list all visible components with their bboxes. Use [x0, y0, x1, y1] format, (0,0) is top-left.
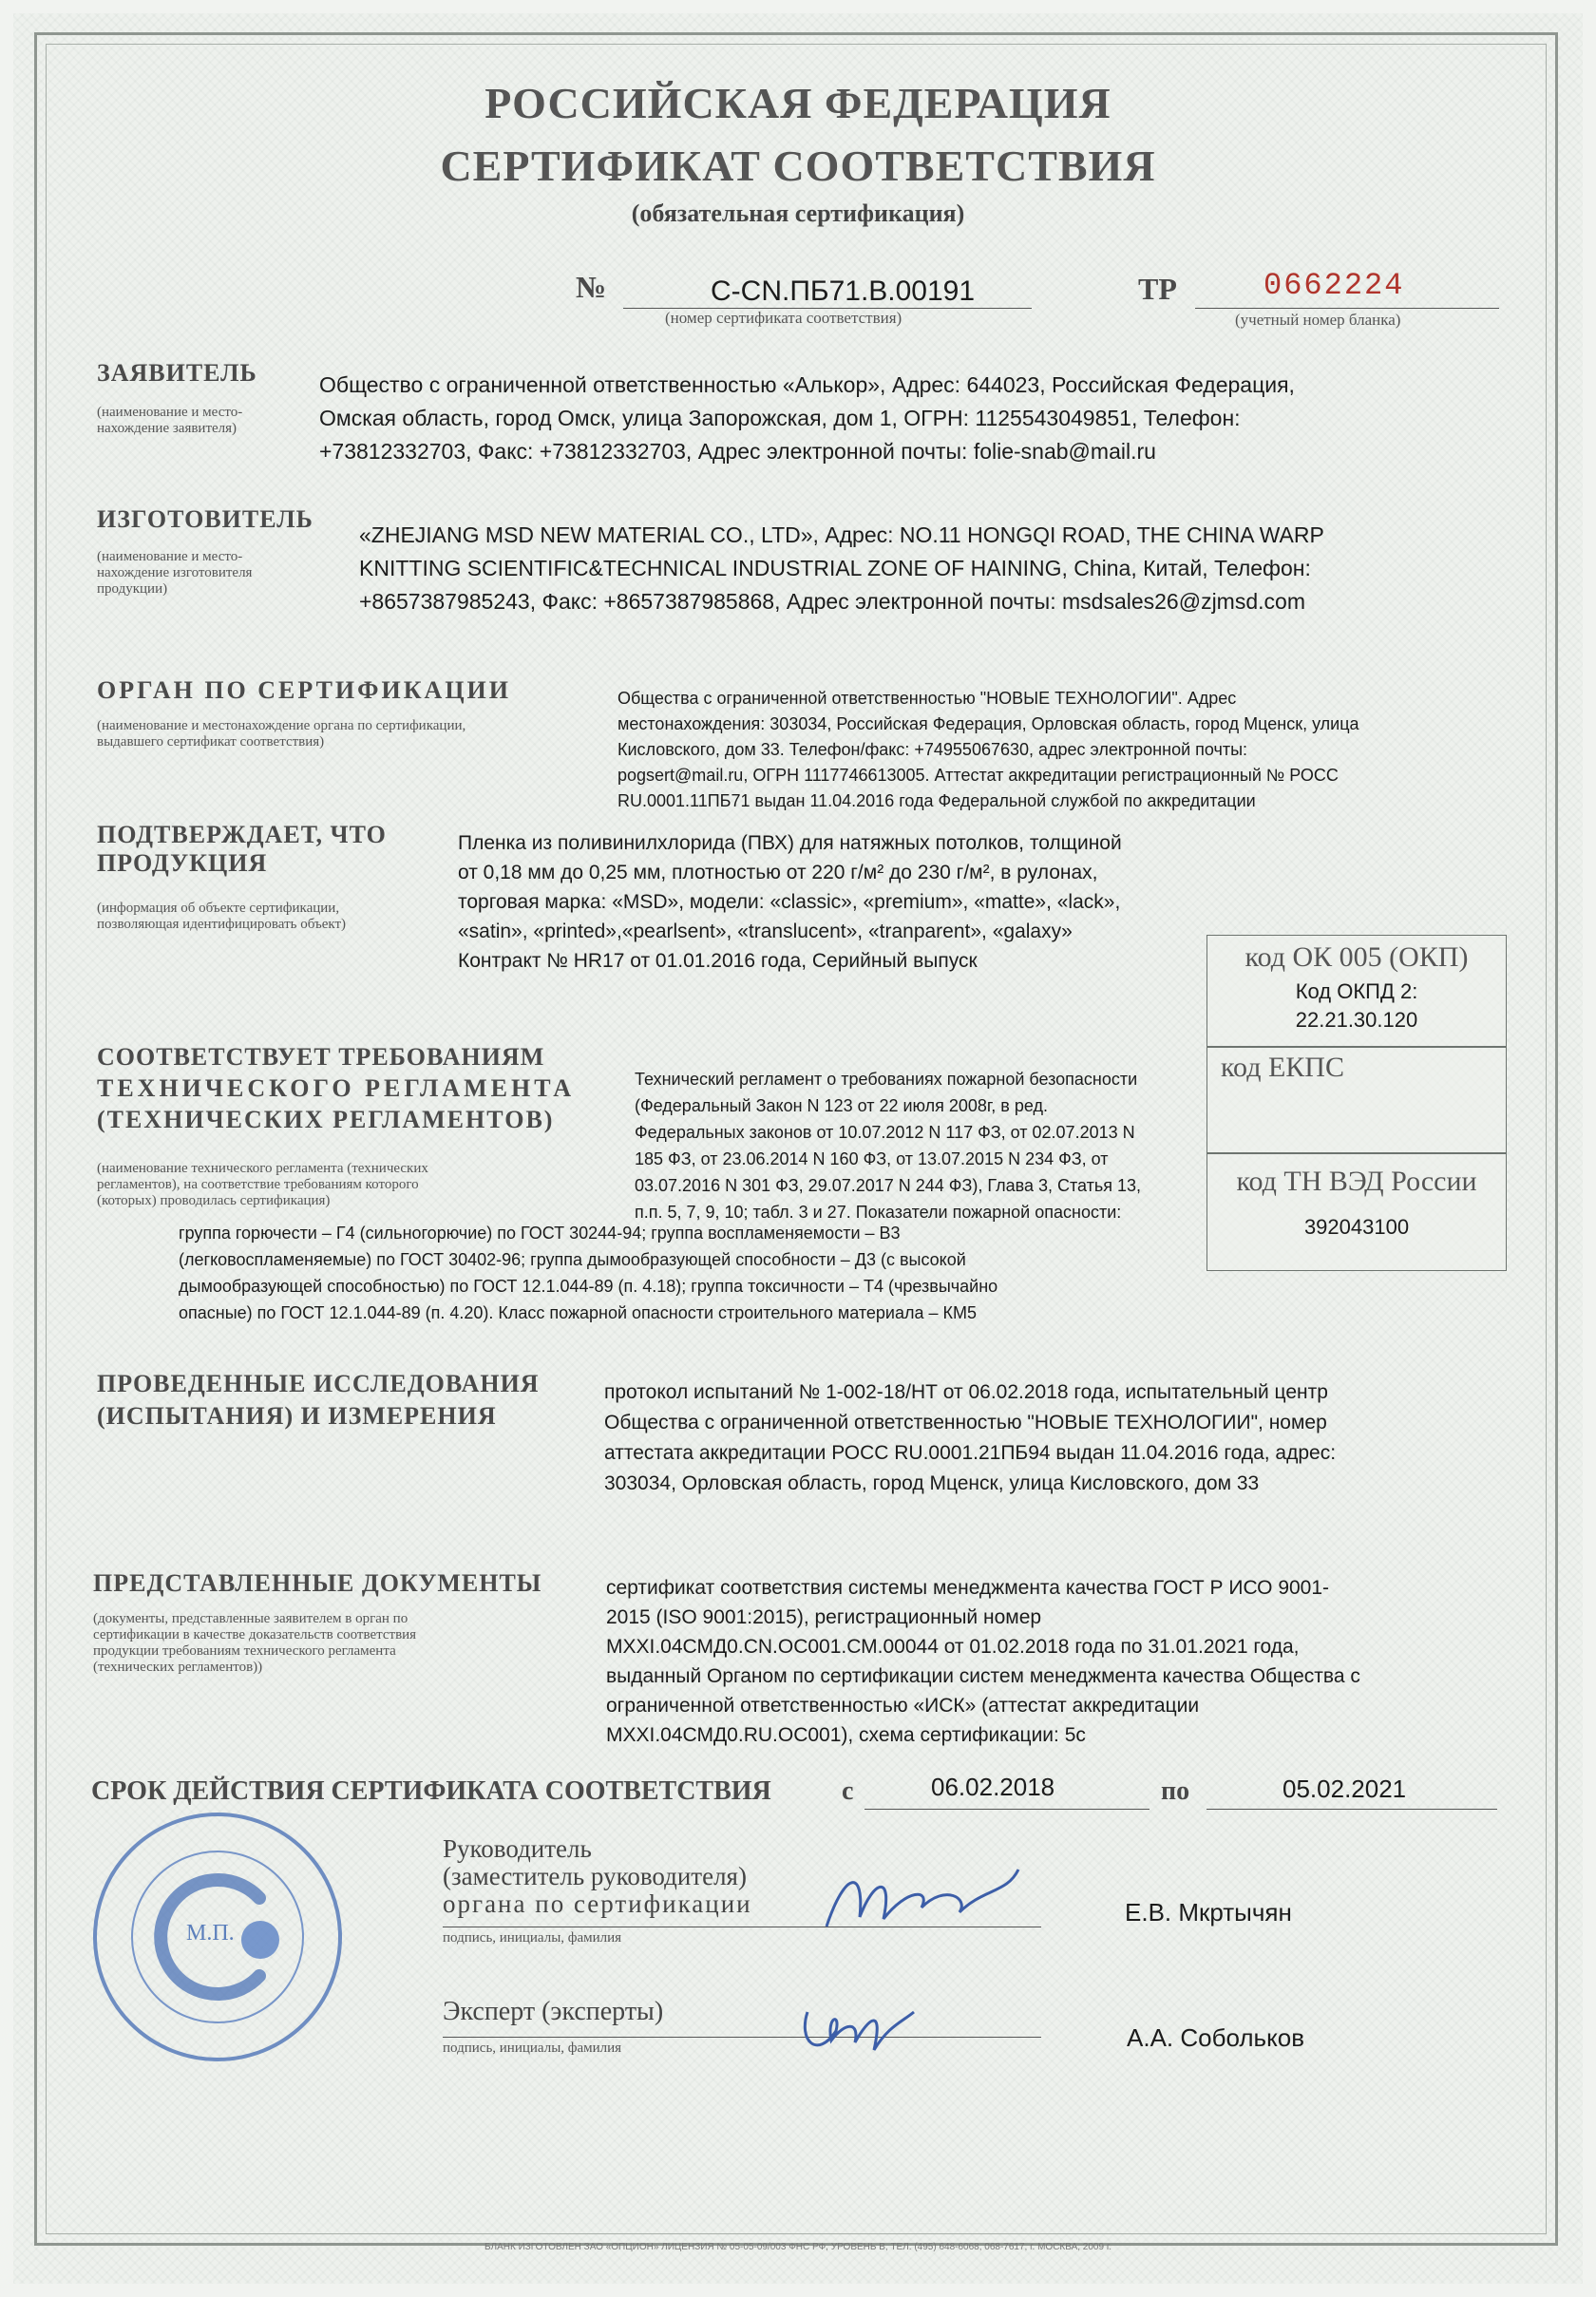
blank-number: 0662224: [1264, 268, 1405, 303]
documents-label: ПРЕДСТАВЛЕННЫЕ ДОКУМЕНТЫ: [93, 1569, 542, 1597]
stamp-mark: М.П.: [186, 1921, 235, 1946]
number-sign: №: [576, 270, 607, 304]
okp-code-box: [1206, 935, 1507, 1047]
regulations-text-full: группа горючести – Г4 (сильногорючие) по ГОСТ 30244-94; группа воспламеняемости – В3 (легковоспламеняемые) по ГОСТ 30402-96; группа дымообразующей способности – Д3 (с высокой дымообразующей способностью) по ГОСТ 12.1.044-89 (п. 4.18); группа токсичности – Т4 (чрезвычайно опасные) по ГОСТ 12.1.044-89 (п. 4.20). Класс пожарной опасности строительного материала – КМ5: [179, 1224, 998, 1322]
expert-signature-icon: [788, 1984, 922, 2067]
manufacturer-label: ИЗГОТОВИТЕЛЬ: [97, 505, 314, 533]
product-text: Пленка из поливинилхлорида (ПВХ) для натяжных потолков, толщиной от 0,18 мм до 0,25 мм, плотностью от 220 г/м² до 230 г/м², в рулонах, торговая марка: «MSD», модели: «classic», «premium», «matte», «lack», «satin», «printed»,«pearlsent», «translucent», «tranparent», «galaxy» Контракт № HR17 от 01.01.2016 года, Серийный выпуск: [458, 832, 1122, 972]
validity-to-underline: [1206, 1809, 1497, 1810]
blank-caption: (учетный номер бланка): [1235, 311, 1401, 329]
okpd-label: Код ОКПД 2:: [1295, 979, 1418, 1003]
applicant-hint: (наименование и место- нахождение заявителя): [97, 405, 243, 436]
certificate-title: СЕРТИФИКАТ СООТВЕТСТВИЯ: [440, 142, 1156, 190]
manufacturer-text: «ZHEJIANG MSD NEW MATERIAL CO., LTD», Адрес: NO.11 HONGQI ROAD, THE CHINA WARP KNITTING SCIENTIFIC&TECHNICAL INDUSTRIAL ZONE OF HAINING, China, Китай, Телефон: +8657387985243, Факс: +8657387985868, Адрес электронной почты: msdsales26@zjmsd.com: [359, 522, 1324, 614]
expert-name: А.А. Собольков: [1127, 2023, 1305, 2052]
footer-print-info: БЛАНК ИЗГОТОВЛЕН ЗАО «ОПЦИОН» ЛИЦЕНЗИЯ № 05-05-09/003 ФНС РФ, УРОВЕНЬ В, ТЕЛ. (495) 648-6068, 068-7617, г. МОСКВА, 2009 г.: [484, 2242, 1112, 2252]
product-label: ПОДТВЕРЖДАЕТ, ЧТО ПРОДУКЦИЯ: [97, 821, 387, 877]
regulations-hint: (наименование технического регламента (технических регламентов), на соответствие требованиям которого (которых) проводилась сертификация): [97, 1161, 428, 1208]
number-caption: (номер сертификата соответствия): [665, 309, 902, 327]
applicant-label: ЗАЯВИТЕЛЬ: [97, 359, 257, 387]
certificate-subtitle: (обязательная сертификация): [631, 199, 965, 227]
validity-from: 06.02.2018: [931, 1773, 1055, 1801]
validity-to: 05.02.2021: [1282, 1775, 1407, 1803]
expert-label: Эксперт (эксперты): [443, 1997, 664, 2026]
country-title: РОССИЙСКАЯ ФЕДЕРАЦИЯ: [484, 79, 1112, 127]
tests-label: ПРОВЕДЕННЫЕ ИССЛЕДОВАНИЯ (ИСПЫТАНИЯ) И ИЗМЕРЕНИЯ: [97, 1370, 540, 1430]
validity-label: СРОК ДЕЙСТВИЯ СЕРТИФИКАТА СООТВЕТСТВИЯ: [91, 1776, 771, 1806]
validity-to-prefix: по: [1161, 1776, 1190, 1806]
tnved-caption: код ТН ВЭД России: [1236, 1166, 1477, 1197]
certificate-number: C-CN.ПБ71.В.00191: [711, 275, 976, 307]
head-name: Е.В. Мкртычян: [1125, 1898, 1292, 1927]
okpd-value: 22.21.30.120: [1295, 1008, 1418, 1032]
certification-body-text: Общества с ограниченной ответственностью "НОВЫЕ ТЕХНОЛОГИИ". Адрес местонахождения: 303034, Российская Федерация, Орловская область, город Мценск, улица Кисловского, дом 33. Телефон/факс: +74955067630, адрес электронной почты: pogsert@mail.ru, ОГРН 1117746613005. Аттестат аккредитации регистрационный № РОСС RU.0001.11ПБ71 выдан 11.04.2016 года Федеральной службой по аккредитации: [618, 689, 1359, 810]
tr-label: ТР: [1138, 272, 1177, 306]
expert-caption: подпись, инициалы, фамилия: [443, 2041, 622, 2056]
okp-caption: код ОК 005 (ОКП): [1244, 941, 1469, 973]
head-caption: подпись, инициалы, фамилия: [443, 1930, 622, 1946]
expert-signature-underline: [443, 2037, 1041, 2038]
ekps-caption: код ЕКПС: [1221, 1052, 1344, 1083]
tests-text: протокол испытаний № 1-002-18/НТ от 06.02.2018 года, испытательный центр Общества с ограниченной ответственностью "НОВЫЕ ТЕХНОЛОГИИ", номер аттестата аккредитации РОСС RU.0001.21ПБ94 выдан 11.04.2016 года, адрес: 303034, Орловская область, город Мценск, улица Кисловского, дом 33: [604, 1381, 1337, 1494]
documents-hint: (документы, представленные заявителем в орган по сертификации в качестве доказательств соответствия продукции требованиям технического регламента (технических регламентов)): [93, 1611, 417, 1675]
tnved-code-box: [1206, 1153, 1507, 1271]
product-hint: (информация об объекте сертификации, позволяющая идентифицировать объект): [97, 901, 347, 932]
head-label: Руководитель (заместитель руководителя) органа по сертификации: [443, 1834, 752, 1918]
applicant-text: Общество с ограниченной ответственностью «Алькор», Адрес: 644023, Российская Федерация, Омская область, город Омск, улица Запорожская, дом 1, ОГРН: 1125543049851, Телефон: +73812332703, Факс: +73812332703, Адрес электронной почты: folie-snab@mail.ru: [319, 372, 1295, 464]
documents-text: сертификат соответствия системы менеджмента качества ГОСТ Р ИСО 9001- 2015 (ISO 9001:2015), регистрационный номер МХХI.04СМД0.CN.ОС001.СМ.00044 от 01.02.2018 года по 31.01.2021 года, выданный Органом по сертификации систем менеджмента качества Общества с ограниченной ответственностью «ИСК» (аттестат аккредитации МХХI.04СМД0.RU.ОС001), схема сертификации: 5с: [606, 1577, 1360, 1746]
validity-from-underline: [864, 1809, 1150, 1810]
ekps-code-box: [1206, 1047, 1507, 1153]
regulations-text: Технический регламент о требованиях пожарной безопасности (Федеральный Закон N 123 от 22 июля 2008г, в ред. Федеральных законов от 10.07.2012 N 117 ФЗ, от 02.07.2013 N 185 ФЗ, от 23.06.2014 N 160 ФЗ, от 13.07.2015 N 234 ФЗ, от 03.07.2016 N 301 ФЗ, 29.07.2017 N 244 ФЗ), Глава 3, Статья 13, п.п. 5, 7, 9, 10; табл. 3 и 27. Показатели пожарной опасности:: [635, 1070, 1142, 1222]
head-signature-icon: [817, 1860, 1026, 1940]
validity-from-prefix: с: [842, 1776, 854, 1806]
tnved-value: 392043100: [1303, 1215, 1410, 1239]
certification-body-label: ОРГАН ПО СЕРТИФИКАЦИИ: [97, 676, 512, 704]
regulations-label: СООТВЕТСТВУЕТ ТРЕБОВАНИЯМ ТЕХНИЧЕСКОГО РЕГЛАМЕНТА (ТЕХНИЧЕСКИХ РЕГЛАМЕНТОВ): [97, 1043, 576, 1133]
blank-underline: [1195, 308, 1499, 309]
certification-body-hint: (наименование и местонахождение органа по сертификации, выдавшего сертификат соответствия): [97, 718, 466, 750]
manufacturer-hint: (наименование и место- нахождение изготовителя продукции): [97, 549, 253, 597]
